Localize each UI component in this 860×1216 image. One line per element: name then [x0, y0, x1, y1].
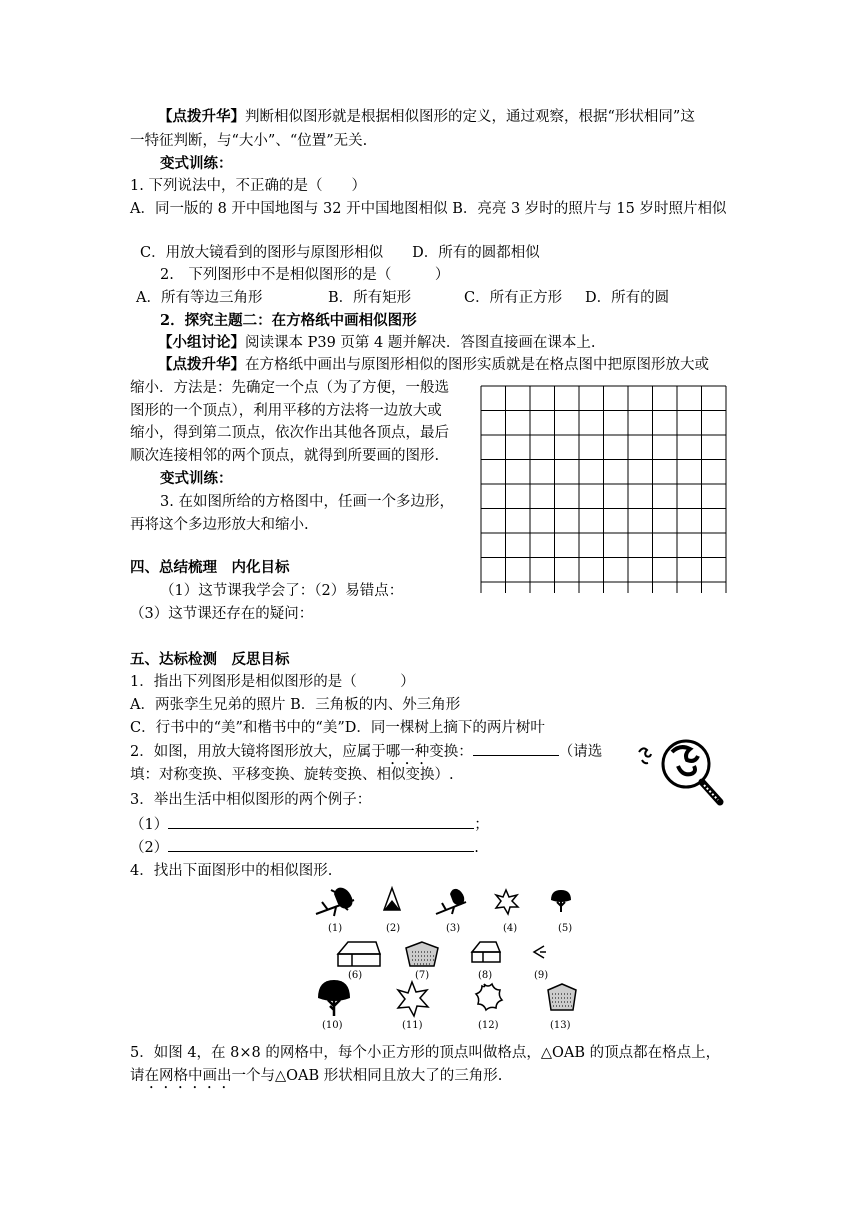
- section4-title: 四、总结梳理 内化目标: [130, 559, 290, 576]
- fig-label: (9): [534, 970, 549, 981]
- q3-a-blank[interactable]: [168, 814, 474, 829]
- section5-title: 五、达标检测 反思目标: [130, 651, 290, 668]
- q2-emphasis: 哪一种: [385, 744, 430, 760]
- tree-large-figure: [318, 980, 350, 1016]
- pentagon-figure: [406, 942, 438, 966]
- house-figure: [338, 942, 380, 966]
- check-q2-line1: [130, 741, 602, 768]
- tip2-text: 在方格纸中画出与原图形相似的图形实质就是在格点图中把原图形放大或: [245, 357, 709, 373]
- fig-label: (2): [386, 923, 401, 934]
- tip2-line: 图形的一个顶点），利用平移的方法将一边放大或: [130, 403, 442, 419]
- square-grid: [480, 385, 730, 593]
- q5-pre: 请: [130, 1068, 145, 1084]
- check-q1-ab: A．两张孪生兄弟的照片 B．三角板的内、外三角形: [130, 697, 461, 713]
- check-q2-line2: 填：对称变换、平移变换、旋转变换、相似变换）.: [130, 767, 454, 783]
- q1-options-ab: A．同一版的 8 开中国地图与 32 开中国地图相似 B．亮亮 3 岁时的照片与 15 岁时照片相似: [130, 201, 727, 217]
- q2-option-b: B．所有矩形: [328, 290, 412, 306]
- tree-small-figure: [551, 890, 571, 912]
- check-q1-cd: C．行书中的“美”和楷书中的“美”D．同一棵树上摘下的两片树叶: [130, 720, 545, 736]
- check-q5-line1: 5．如图 4，在 8×8 的网格中，每个小正方形的顶点叫做格点，△OAB 的顶点都在格点上，: [130, 1045, 721, 1061]
- tip-text-line2: 一特征判断，与“大小”、“位置”无关.: [130, 133, 368, 149]
- similar-figures-panel: [308, 880, 588, 1032]
- practice2-title: 变式训练：: [160, 470, 233, 487]
- q1-options-cd: C．用放大镜看到的图形与原图形相似 D．所有的圆都相似: [140, 245, 540, 261]
- q1-stem: 1. 下列说法中，不正确的是（ ）: [130, 178, 366, 194]
- tip2-line: 顺次连接相邻的两个顶点，就得到所要画的图形.: [130, 448, 440, 464]
- fig-label: (6): [348, 970, 363, 981]
- fig-label: (10): [322, 1020, 343, 1031]
- summary-line1: （1）这节课我学会了：（2）易错点：: [160, 583, 404, 599]
- summary-line2: （3）这节课还存在的疑问：: [130, 606, 314, 622]
- fig-label: (3): [446, 923, 461, 934]
- q2-answer-blank[interactable]: [473, 741, 559, 756]
- discuss-label: 【小组讨论】: [158, 334, 245, 351]
- fig-label: (5): [558, 923, 573, 934]
- q3-b-label: （2）: [130, 840, 169, 856]
- tip-paragraph-1: [158, 107, 695, 127]
- star-large-figure: [398, 982, 428, 1016]
- q2-post: 变换：: [429, 744, 473, 760]
- fig-label: (13): [550, 1020, 571, 1031]
- star-small-figure: [496, 890, 518, 914]
- tip2-paragraph: [158, 355, 709, 375]
- q5-emphasis: 在网格中画出: [144, 1068, 232, 1084]
- q2-option-c: C．所有正方形: [464, 290, 563, 306]
- bird-branch-figure: [316, 888, 354, 916]
- tip-text: 判断相似图形就是根据相似图形的定义，通过观察，根据“形状相同”这: [245, 109, 695, 125]
- q3-a-end: ；: [474, 817, 489, 833]
- q3-b-blank[interactable]: [168, 837, 474, 852]
- tip2-line: 缩小．方法是：先确定一个点（为了方便，一般选: [130, 380, 449, 396]
- q5-post: 一个与△OAB 形状相同且放大了的三角形.: [231, 1068, 503, 1084]
- check-q4-stem: 4．找出下面图形中的相似图形.: [130, 863, 333, 879]
- q3-b-end: .: [474, 840, 479, 856]
- check-q5-line2: [130, 1066, 502, 1092]
- discuss-paragraph: [158, 333, 595, 353]
- q2-pre: 2．如图，用放大镜将图形放大，应属于: [130, 744, 386, 760]
- bird-branch-small-figure: [436, 889, 466, 914]
- pentagon-large-figure: [548, 984, 576, 1010]
- fig-label: (7): [415, 970, 430, 981]
- arrow-figure: [534, 946, 546, 958]
- practice-title: 变式训练：: [160, 155, 233, 172]
- q2-option-d: D．所有的圆: [585, 290, 670, 306]
- discuss-text: 阅读课本 P39 页第 4 题并解决．答图直接画在课本上.: [245, 335, 596, 351]
- q2-stem: 2. 下列图形中不是相似图形的是（ ）: [160, 267, 450, 283]
- q3-a-label: （1）: [130, 817, 169, 833]
- fig-label: (8): [478, 970, 493, 981]
- check-q3-a: [130, 814, 489, 835]
- section2-title: 2．探究主题二：在方格纸中画相似图形: [160, 312, 417, 329]
- q3-line1: 3. 在如图所给的方格图中，任画一个多边形，: [160, 494, 454, 510]
- check-q3-stem: 3．举出生活中相似图形的两个例子：: [130, 792, 372, 808]
- fig-label: (4): [503, 923, 518, 934]
- house-small-figure: [472, 942, 500, 962]
- triangle-figure: [384, 888, 400, 910]
- tip2-label: 【点拨升华】: [158, 356, 245, 373]
- flower-shape-figure: [476, 984, 502, 1010]
- fig-label: (11): [402, 1020, 423, 1031]
- check-q1-stem: 1．指出下列图形是相似图形的是（ ）: [130, 674, 415, 690]
- q2-hint: （请选: [558, 744, 603, 760]
- tip2-line: 缩小，得到第二顶点，依次作出其他各顶点，最后: [130, 425, 449, 441]
- magnifier-figure: [632, 736, 730, 808]
- q2-option-a: A．所有等边三角形: [136, 290, 263, 306]
- fig-label: (12): [478, 1020, 499, 1031]
- check-q3-b: [130, 837, 479, 858]
- tip-label: 【点拨升华】: [158, 108, 245, 125]
- fig-label: (1): [328, 923, 343, 934]
- q3-line2: 再将这个多边形放大和缩小.: [130, 517, 309, 533]
